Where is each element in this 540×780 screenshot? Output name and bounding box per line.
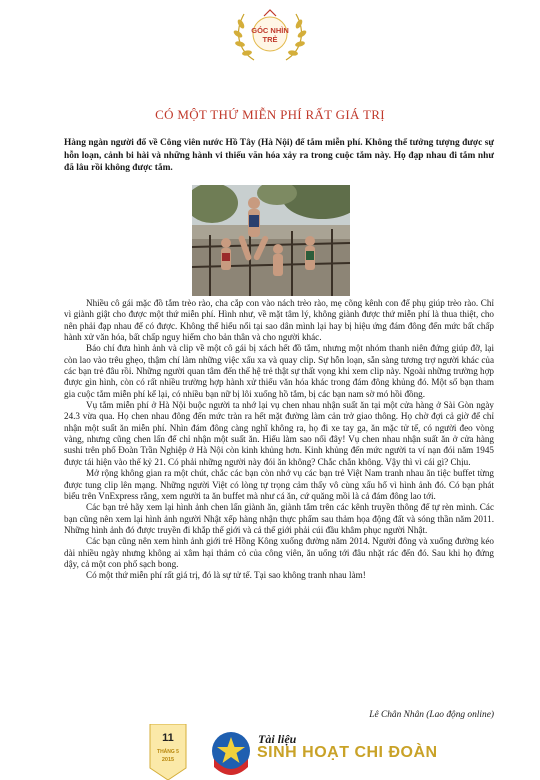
paragraph: Có một thứ miễn phí rất giá trị, đó là sự tử tế. Tại sao không tranh nhau làm!	[86, 570, 366, 581]
footer-label-big: SINH HOẠT CHI ĐOÀN	[257, 744, 438, 761]
paragraph: Các bạn trẻ hãy xem lại hình ảnh chen lấn giành ăn, giành tắm trên các kênh truyền thông để tự rèn mình. Các bạn cũng nên xem lại hình ảnh người Nhật xếp hàng nhận thực phẩm sau thảm họa động đất và sóng thần năm 2011. Những hình ảnh đó được truyền đi khắp thế giới và cả thế giới phải cúi đầu khâm phục người Nhật.	[64, 502, 494, 535]
youth-union-logo-icon	[210, 729, 252, 777]
emblem-line1: GÓC NHÌN	[251, 26, 289, 35]
article-byline: Lê Chân Nhân (Lao động online)	[369, 710, 494, 720]
paragraph: Báo chí đưa hình ảnh và clip về một cô gái bị xách hết đồ tắm, nhưng một nhóm thanh niên đứng giúp đỡ, lại còn lao vào trêu ghẹo, thậm chí làm những việc xấu xa và quay clip. Sự hỗn loạn, sẵn sàng tương trợ người khác của các bạn trẻ đâu rồi. Những người quan tâm đến thế hệ trẻ thật sự thất vọng khi xem clip này. Ngoài những trường hợp được gìn hình, còn có rất nhiều trường hợp hành xử thiếu văn hóa khác trong đám đông khủng đó. Một số bạn tham gia cuộc tắm miễn phí kể lại, có nhiều bạn nữ bị lôi xuống hồ tắm, bị các bạn nam sờ mó hồi đồng.	[64, 343, 494, 399]
issue-month: THÁNG 5	[157, 749, 179, 755]
paragraph: Các bạn cũng nên xem hình ảnh giới trẻ Hồng Kông xuống đường năm 2014. Người đông và xuống đường kéo dài nhiều ngày nhưng không ai xâm hại thảm cỏ của công viên, ăn uống tới đâu nhặt rác đến đó. Sau khi họ đứng dậy, cả một con phố sạch bong.	[64, 536, 494, 569]
emblem-label	[250, 26, 290, 44]
footer-label-small: Tài liệu	[258, 732, 297, 746]
emblem-line2: TRẺ	[262, 35, 278, 44]
article-title: CÓ MỘT THỨ MIỄN PHÍ RẤT GIÁ TRỊ	[155, 107, 385, 122]
paragraph: Nhiều cô gái mặc đồ tắm trèo rào, cha cắp con vào nách trèo rào, mẹ cõng kênh con để phụ giúp trèo rào. Chỉ vì giành giật cho được một thứ miễn phí. Hình như, về mặt tâm lý, không giành được thứ miễn phí là thua thiệt, cho nên phải đạp nhau để có được. Không thể hiểu nổi tại sao dân mình lại hay bị hiệu ứng đám đông đến mức bất chấp hành xử văn hóa, bất chấp nguy hiểm cho bản thân và cho người khác.	[64, 298, 494, 343]
article-body	[64, 298, 494, 582]
article-intro: Hàng ngàn người đổ về Công viên nước Hồ Tây (Hà Nội) để tắm miễn phí. Không thể tưởng tượng được sự hỗn loạn, cảnh bi hài và những hành vi thiếu văn hóa xảy ra trong cuộc tắm này. Họ đạp nhau đi tắm như đã lâu rồi không được tắm.	[64, 138, 494, 173]
paragraph: Mở rộng không gian ra một chút, chắc các bạn còn nhớ vụ các bạn trẻ Việt Nam tranh nhau ăn tiệc buffet từng được tung clip lên mạng. Những người Việt có lòng tự trọng cảm thấy vô cùng xấu hổ vì hình ảnh đó. Có bạn phát biểu trên VnExpress rằng, xem người ta ăn buffet mà như cá ăn, cứ quăng mồi là cả đám đông lao tới.	[64, 468, 494, 501]
crowd-photo	[192, 185, 350, 296]
issue-year: 2015	[161, 757, 175, 763]
paragraph: Vụ tắm miễn phí ở Hà Nội buộc người ta nhớ lại vụ chen nhau nhận suất ăn tại một cửa hàng ở Sài Gòn ngày 24.3 vừa qua. Họ chen nhau đông đến mức tràn ra hết mặt đường làm cản trở giao thông. Họ chờ đợi cả giờ để chỉ nhận một suất ăn miễn phí. Nhìn đám đông càng nghĩ không ra, họ đi xe tay ga, ăn mặc tử tế, có người đeo vòng vàng, nhưng cũng chen lấn để chỉ nhận một suất ăn. Hiểu làm sao nổi đây! Vụ chen nhau nhận suất ăn ở cửa hàng sushi trên phố Đoàn Trần Nghiệp ở Hà Nội còn kinh khủng hơn. Kinh khủng đến mức người ta ví nạn đói năm 1945 được tái hiện vào thế kỷ 21. Có phải những người này đói ăn không? Chắc chắn không. Vậy thì vì cái gì? Chịu.	[64, 400, 494, 467]
page-number: 11	[162, 732, 174, 744]
